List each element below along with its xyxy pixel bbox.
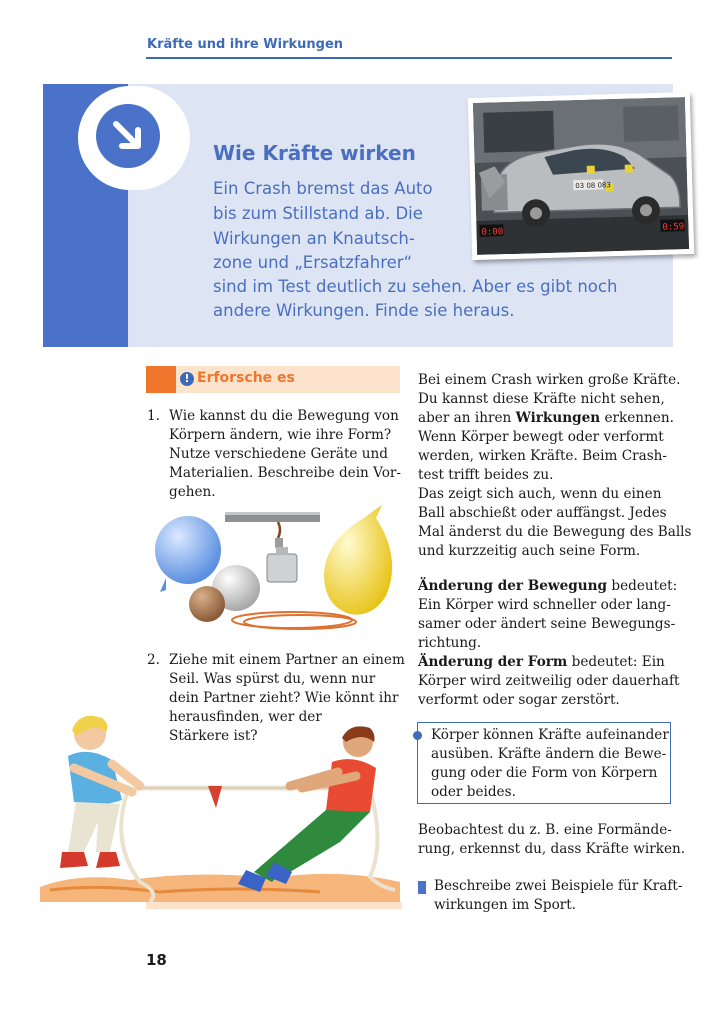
task1-line: Körpern ändern, wie ihre Form? [169, 427, 392, 443]
crash-test-photo [468, 92, 694, 260]
body-text: Ball abschießt oder auffängst. Jedes [418, 505, 667, 521]
task-prompt-line: wirkungen im Sport. [434, 897, 577, 913]
intro-title: Wie Kräfte wirken [213, 141, 416, 165]
intro-line: andere Wirkungen. Finde sie heraus. [213, 301, 515, 320]
body-text: samer oder ändert seine Bewegungs- [418, 616, 676, 632]
yellow-balloon [324, 505, 392, 615]
body-text: verformt oder sogar zerstört. [418, 692, 620, 708]
body-text: Wenn Körper bewegt oder verformt [418, 429, 664, 445]
task-square-icon [418, 881, 426, 894]
task-prompt-line: Beschreibe zwei Beispiele für Kraft- [434, 878, 683, 894]
summary-line: oder beides. [431, 784, 516, 800]
tug-of-war-illustration [40, 712, 402, 912]
summary-line: Körper können Kräfte aufeinander [431, 727, 669, 743]
intro-line: bis zum Stillstand ab. Die [213, 204, 423, 223]
term-aenderung-form: Änderung der Form [418, 654, 568, 670]
body-text: test trifft beides zu. [418, 467, 554, 483]
running-head: Kräfte und ihre Wirkungen [147, 37, 344, 52]
task1-line: gehen. [169, 484, 216, 500]
body-text: Beobachtest du z. B. eine Formände- [418, 822, 672, 838]
task1-line: Nutze verschiedene Geräte und [169, 446, 389, 462]
task2-line: Stärkere ist? [169, 728, 258, 744]
task-number: 1. [147, 408, 160, 424]
photo-counter-right: 0:59 [662, 222, 685, 233]
photo-car-plate: 03 08 083 [575, 181, 612, 191]
body-text: rung, erkennst du, dass Kräfte wirken. [418, 841, 686, 857]
body-text: aber an ihren Wirkungen erkennen. [418, 410, 674, 426]
term-aenderung-bewegung: Änderung der Bewegung [418, 578, 608, 594]
brown-ball [189, 586, 225, 622]
photo-counter-left: 0:00 [481, 227, 504, 238]
body-text: Mal änderst du die Bewegung des Balls [418, 524, 692, 540]
bullet-dot-icon [413, 731, 422, 740]
materials-illustration [150, 500, 400, 635]
body-text: Körper wird zeitweilig oder dauerhaft [418, 673, 680, 689]
task-number: 2. [147, 652, 160, 668]
rope-marker-flag [208, 786, 222, 808]
left-boy [60, 716, 140, 868]
summary-line: ausüben. Kräfte ändern die Bewe- [431, 746, 667, 762]
task1-line: Materialien. Beschreibe dein Vor- [169, 465, 401, 481]
intro-line: sind im Test deutlich zu sehen. Aber es gibt noch [213, 277, 618, 296]
intro-line: Ein Crash bremst das Auto [213, 179, 433, 198]
intro-line: zone und „Ersatzfahrer“ [213, 253, 413, 272]
weight [267, 554, 297, 582]
task1-line: Wie kannst du die Bewegung von [169, 408, 399, 424]
term-wirkungen: Wirkungen [515, 410, 601, 426]
right-boy [238, 726, 376, 892]
body-text: richtung. [418, 635, 482, 651]
erforsche-label: Erforsche es [197, 370, 295, 386]
body-text: Änderung der Bewegung bedeutet: [418, 578, 678, 594]
task2-line: herausfinden, wer der [169, 709, 322, 725]
intro-line: Wirkungen an Knautsch- [213, 229, 415, 248]
body-text: Du kannst diese Kräfte nicht sehen, [418, 391, 665, 407]
summary-line: gung oder die Form von Körpern [431, 765, 658, 781]
erforsche-strip [146, 366, 176, 393]
body-text: Änderung der Form bedeutet: Ein [418, 654, 665, 670]
body-text: werden, wirken Kräfte. Beim Crash- [418, 448, 668, 464]
task2-line: dein Partner zieht? Wie könnt ihr [169, 690, 399, 706]
body-text: Bei einem Crash wirken große Kräfte. [418, 372, 681, 388]
page-number: 18 [146, 951, 167, 969]
blue-balloon [155, 516, 221, 584]
task2-line: Seil. Was spürst du, wenn nur [169, 671, 376, 687]
body-text: Ein Körper wird schneller oder lang- [418, 597, 671, 613]
body-text: Das zeigt sich auch, wenn du einen [418, 486, 662, 502]
exclamation-icon: ! [180, 372, 194, 386]
header-rule [146, 57, 672, 59]
body-text: und kurzzeitig auch seine Form. [418, 543, 641, 559]
arrow-down-right-icon [96, 104, 160, 168]
task2-line: Ziehe mit einem Partner an einem [169, 652, 405, 668]
